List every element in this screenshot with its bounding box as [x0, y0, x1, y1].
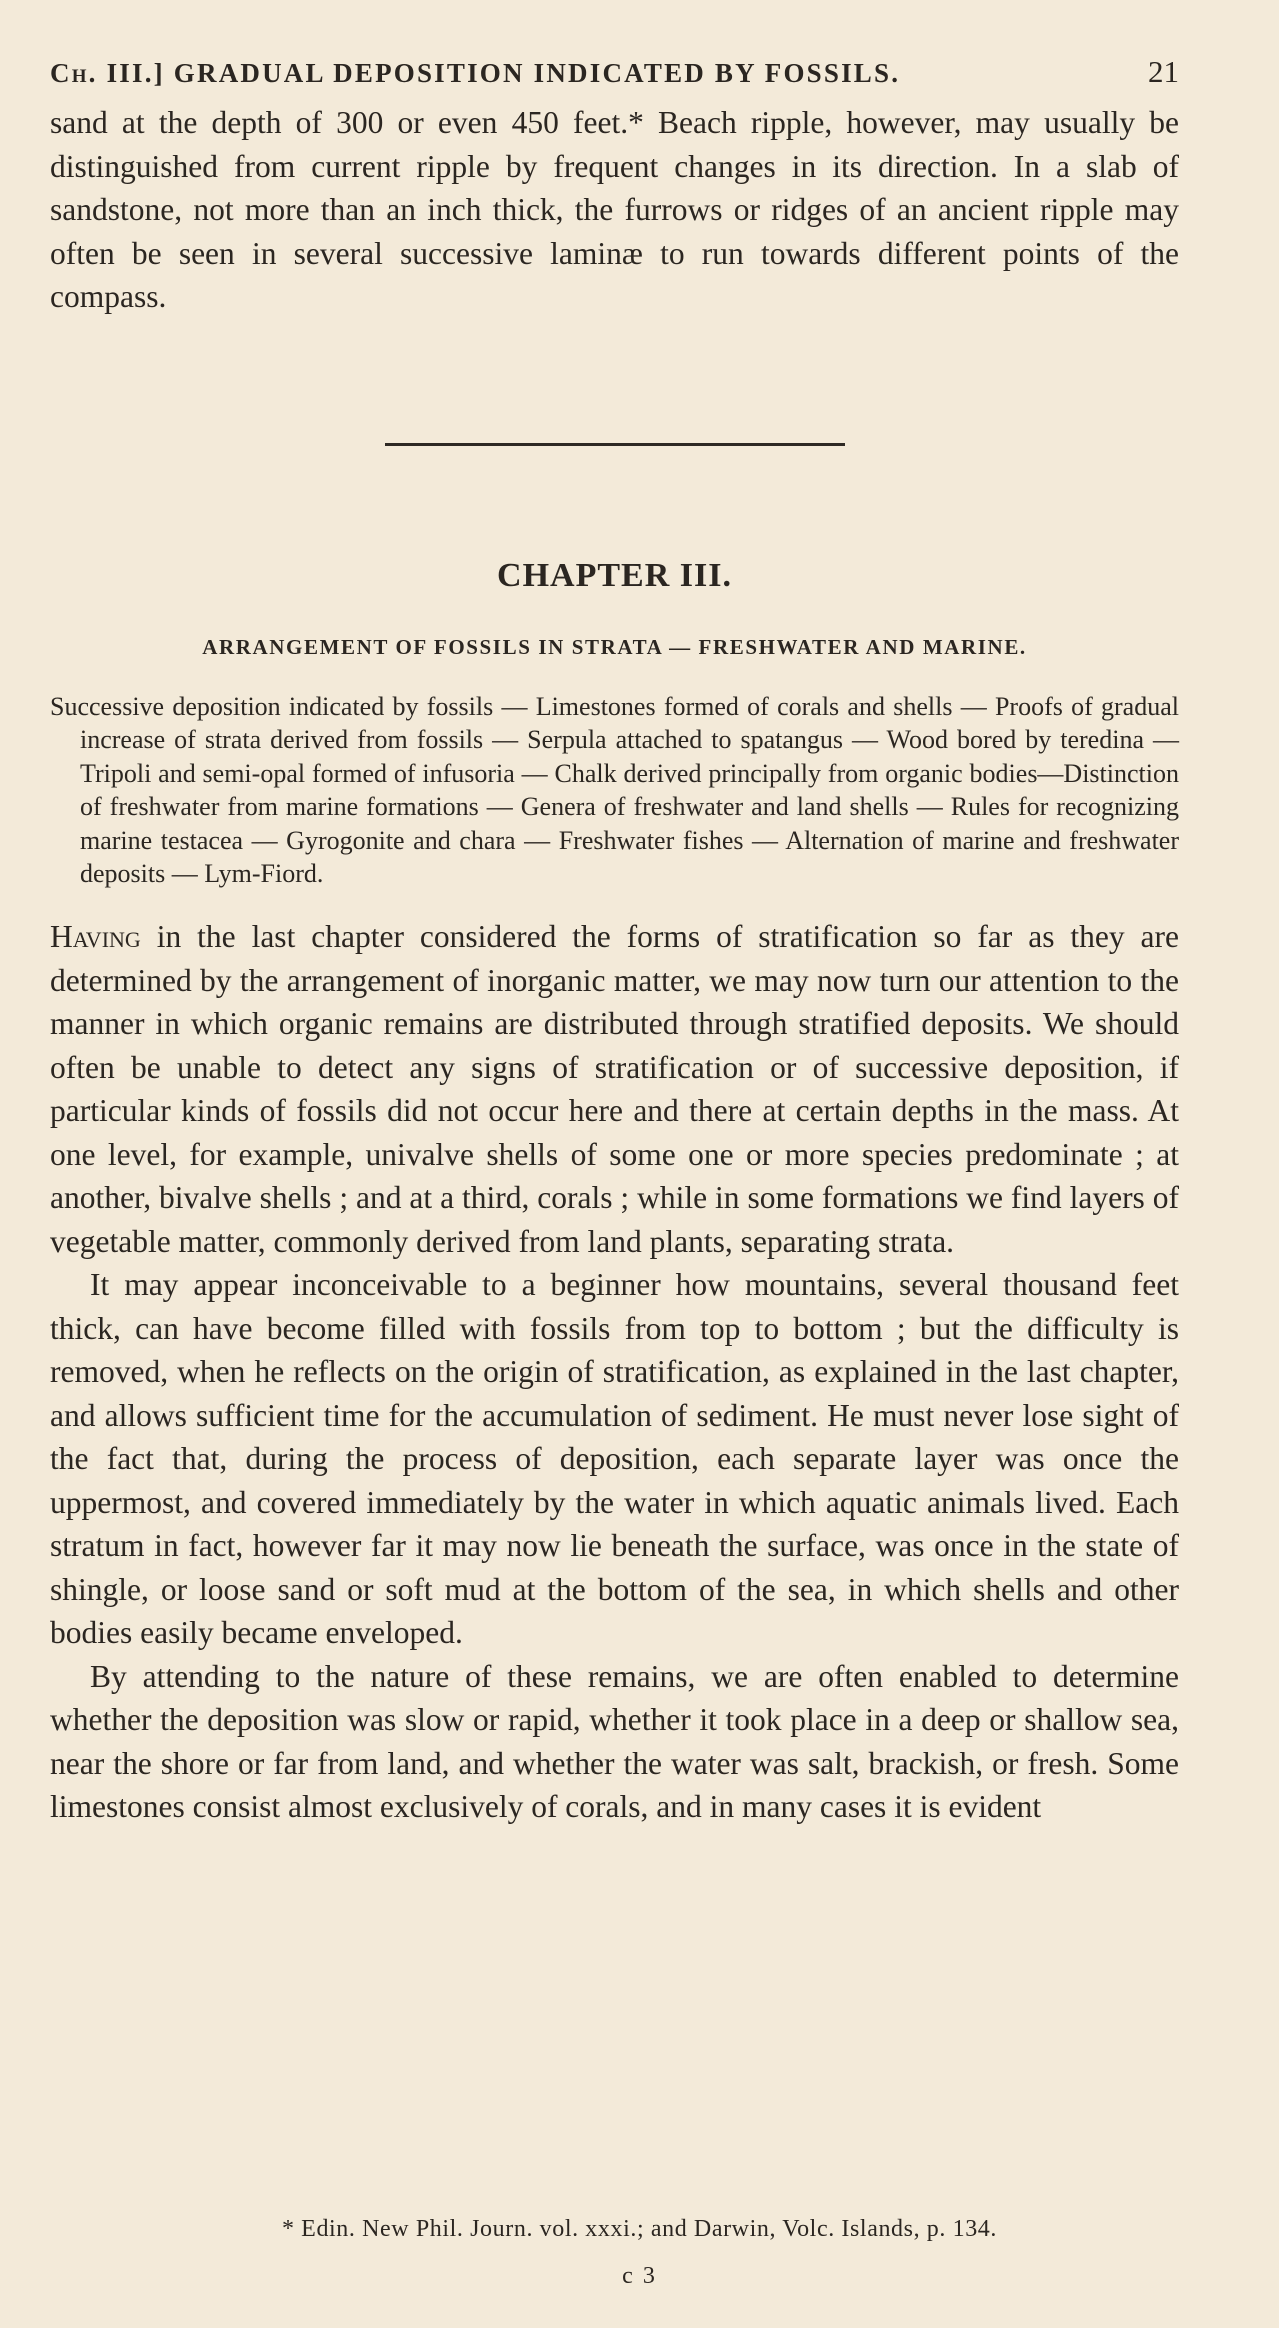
body-paragraph-3: By attending to the nature of these remains, we are often enabled to determine whether the deposition was slow or rapid, whether it took place in a deep or shallow sea, near the shore or far from land, and whether the water was salt, brackish, or fresh. Some limestones consist almost exclusively of corals, and in many cases it is evident	[50, 1658, 1179, 1825]
body-paragraph-1-text: in the last chapter considered the forms of stratification so far as they are determined by the arrangement of inorganic matter, we may now turn our attention to the manner in which organic remains are distributed through stratified deposits. We should often be unable to detect any signs of stratification or of successive deposition, if particular kinds of fossils did not occur here and there at certain depths in the mass. At one level, for example, univalve shells of some one or more species predominate ; at another, bivalve shells ; and at a third, corals ; while in some formations we find layers of vegetable matter, commonly derived from land plants, separating strata.	[50, 919, 1179, 1259]
page-number: 21	[1148, 54, 1179, 89]
running-head-title: GRADUAL DEPOSITION INDICATED BY FOSSILS.	[173, 58, 901, 88]
footnote: * Edin. New Phil. Journ. vol. xxxi.; and Darwin, Volc. Islands, p. 134.	[281, 2216, 997, 2242]
chapter-contents-summary: Successive deposition indicated by fossils — Limestones formed of corals and shells — Proofs of gradual increase of strata derived from fossils — Serpula attached to spatangus — Wood bored by teredina — Tripoli and semi-opal formed of infusoria — Chalk derived principally from organic bodies—Distinction of freshwater from marine formations — Genera of freshwater and land shells — Rules for recognizing marine testacea — Gyrogonite and chara — Freshwater fishes — Alternation of marine and freshwater deposits — Lym-Fiord.	[50, 691, 1179, 889]
opening-paragraph: sand at the depth of 300 or even 450 feet.* Beach ripple, however, may usually be distinguished from current ripple by frequent changes in its direction. In a slab of sandstone, not more than an inch thick, the furrows or ridges of an ancient ripple may often be seen in several successive laminæ to run towards different points of the compass.	[50, 105, 1179, 314]
body-paragraph-1	[50, 915, 1179, 1263]
opening-word: Having	[50, 919, 141, 955]
chapter-subtitle: ARRANGEMENT OF FOSSILS IN STRATA — FRESHWATER AND MARINE.	[202, 634, 1027, 659]
signature-mark: c 3	[622, 2263, 657, 2289]
chapter-title: CHAPTER III.	[497, 556, 732, 594]
body-paragraph-2: It may appear inconceivable to a beginner how mountains, several thousand feet thick, can have become filled with fossils from top to bottom ; but the difficulty is removed, when he reflects on the origin of stratification, as explained in the last chapter, and allows sufficient time for the accumulation of sediment. He must never lose sight of the fact that, during the process of deposition, each separate layer was once the uppermost, and covered immediately by the water in which aquatic animals lived. Each stratum in fact, however far it may now lie beneath the surface, was once in the state of shingle, or loose sand or soft mud at the bottom of the sea, in which shells and other bodies easily became enveloped.	[50, 1267, 1179, 1651]
chapter-body	[50, 915, 1179, 1829]
chapter-ref: Ch. III.]	[50, 58, 165, 88]
chapter-divider-rule	[385, 443, 845, 446]
running-head-text	[50, 53, 900, 93]
running-head	[50, 52, 1179, 93]
